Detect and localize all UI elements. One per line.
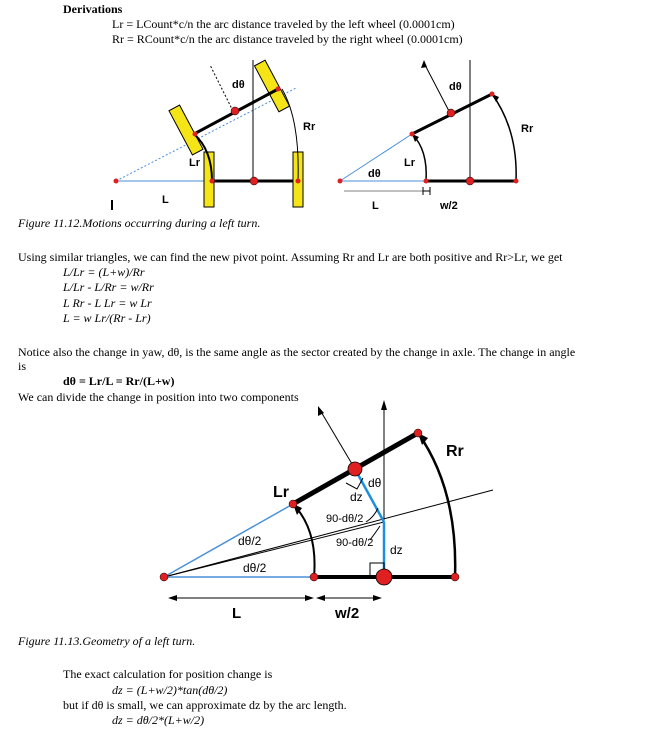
figure-11-13-caption: Figure 11.13.Geometry of a left turn. <box>18 634 196 648</box>
fig1-right-l: L <box>372 200 379 212</box>
eq-l-solution: L = w Lr/(Rr - Lr) <box>63 311 151 325</box>
approx-intro: but if dθ is small, we can approximate dz by the arc length. <box>63 698 347 712</box>
derivations-heading: Derivations <box>63 2 123 16</box>
similar-triangles-intro: Using similar triangles, we can find the new pivot point. Assuming Rr and Lr are both positive and Rr>Lr, we get <box>18 250 563 264</box>
fig1-right-dtheta: dθ <box>368 168 381 180</box>
eq-l-over-lr: L/Lr = (L+w)/Rr <box>63 265 145 279</box>
fig2-lr: Lr <box>273 484 289 501</box>
yaw-line-1: Notice also the change in yaw, dθ, is the same angle as the sector created by the change in axle. The change in angle <box>18 345 576 359</box>
fig1-left-lr: Lr <box>189 157 200 169</box>
fig2-rr: Rr <box>446 443 464 460</box>
fig2-l: L <box>232 605 242 622</box>
fig1-left-rr: Rr <box>303 121 316 133</box>
eq-cross-multiply: L Rr - L Lr = w Lr <box>63 296 152 310</box>
fig1-right-w2: w/2 <box>440 200 458 212</box>
fig1-right-rr: Rr <box>521 123 534 135</box>
fig1-right-lr: Lr <box>404 157 415 169</box>
fig2-angle1: 90-dθ/2 <box>326 513 364 525</box>
fig2-dz2: dz <box>390 543 403 557</box>
fig2-angle2: 90-dθ/2 <box>336 537 374 549</box>
yaw-equation: dθ = Lr/L = Rr/(L+w) <box>63 374 175 388</box>
components-intro: We can divide the change in position into two components <box>18 390 299 404</box>
exact-equation: dz = (L+w/2)*tan(dθ/2) <box>112 683 228 697</box>
figure-11-12-caption: Figure 11.12.Motions occurring during a left turn. <box>18 216 261 230</box>
exact-intro: The exact calculation for position change is <box>63 667 273 681</box>
fig1-left-dtheta: dθ <box>232 79 245 91</box>
fig2-half1: dθ/2 <box>238 534 262 548</box>
fig1-right-dtheta-top: dθ <box>449 81 462 93</box>
fig2-w2: w/2 <box>335 605 360 622</box>
yaw-line-2: is <box>18 359 27 373</box>
eq-difference: L/Lr - L/Rr = w/Rr <box>63 280 154 294</box>
fig2-dz: dz <box>350 490 363 504</box>
approx-equation: dz = dθ/2*(L+w/2) <box>112 713 205 727</box>
fig2-dtheta: dθ <box>368 476 382 490</box>
lr-definition: Lr = LCount*c/n the arc distance traveled by the left wheel (0.0001cm) <box>112 17 455 31</box>
fig1-left-l: L <box>162 194 169 206</box>
fig2-half2: dθ/2 <box>243 561 267 575</box>
rr-definition: Rr = RCount*c/n the arc distance traveled by the right wheel (0.0001cm) <box>112 32 463 46</box>
